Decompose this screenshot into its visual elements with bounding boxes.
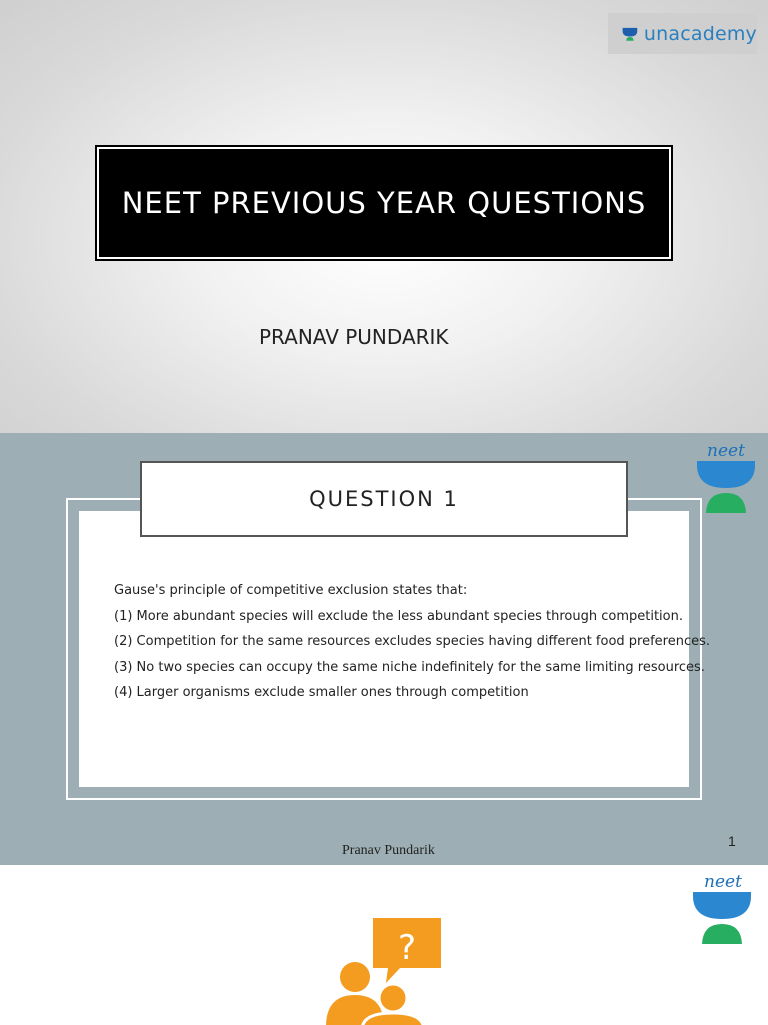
author-name: PRANAV PUNDARIK — [259, 325, 449, 349]
question-slide — [0, 433, 768, 865]
question-body — [114, 578, 711, 706]
title-slide — [0, 0, 768, 433]
slide-number: 1 — [728, 833, 736, 849]
title-box — [99, 149, 669, 257]
option-1: (1) More abundant species will exclude the less abundant species through competition. — [114, 608, 683, 624]
slide-title: NEET PREVIOUS YEAR QUESTIONS — [121, 186, 647, 220]
question-prompt: Gause's principle of competitive exclusion states that: — [114, 583, 468, 598]
neet-logo-text: neet — [707, 441, 745, 461]
brand-name: unacademy — [643, 22, 757, 45]
option-3: (3) No two species can occupy the same niche indefinitely for the same limiting resources. — [114, 659, 705, 675]
option-4: (4) Larger organisms exclude smaller ones through competition — [114, 685, 529, 700]
question-mark-glyph: ? — [397, 928, 417, 968]
neet-logo-icon — [694, 441, 758, 513]
neet-logo-text: neet — [704, 872, 742, 892]
brand-badge — [608, 13, 757, 54]
people-question-icon — [320, 915, 450, 1025]
footer-author: Pranav Pundarik — [342, 843, 435, 858]
question-title: QUESTION 1 — [309, 487, 459, 511]
next-slide — [0, 865, 768, 1024]
question-title-box — [140, 461, 628, 537]
option-2: (2) Competition for the same resources excludes species having different food preferences. — [114, 634, 711, 649]
neet-logo-icon — [690, 872, 754, 944]
unacademy-logo-icon — [622, 22, 638, 46]
